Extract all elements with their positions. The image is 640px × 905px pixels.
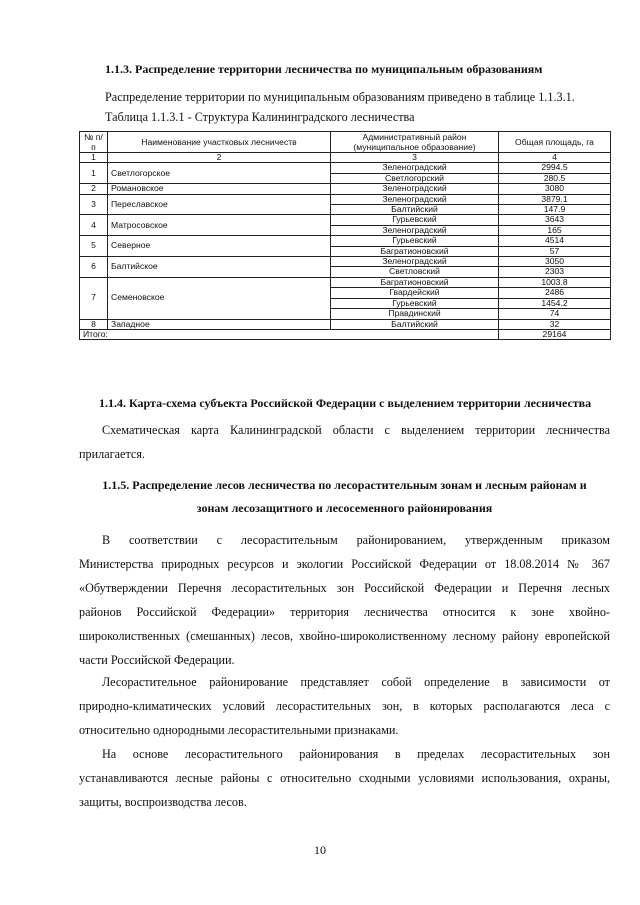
- header-area: Общая площадь, га: [499, 132, 611, 153]
- area-cell: 280.5: [499, 173, 611, 183]
- paragraph-line: Министерства природных ресурсов и экологии Российской Федерации от 18.08.2014 № 367: [79, 557, 610, 571]
- forestry-name: Северное: [108, 236, 331, 257]
- table-body: [80, 132, 611, 340]
- district-cell: Зеленоградский: [331, 225, 499, 235]
- section-heading-1-1-4: 1.1.4. Карта-схема субъекта Российской Федерации с выделением территории лесничества: [99, 396, 592, 410]
- section-text: Распределение территории по муниципальным образованиям приведено в таблице 1.1.3.1.: [105, 90, 575, 104]
- district-cell: Светлогорский: [331, 173, 499, 183]
- area-cell: 3879.1: [499, 194, 611, 204]
- page-number: 10: [314, 843, 326, 857]
- district-cell: Зеленоградский: [331, 194, 499, 204]
- area-cell: 3643: [499, 215, 611, 225]
- area-cell: 3080: [499, 184, 611, 194]
- paragraph-line: Лесорастительное районирование представляет собой определение в зависимости от: [102, 675, 610, 689]
- row-number: 8: [80, 319, 108, 329]
- total-value: 29164: [499, 329, 611, 339]
- forestry-structure-table: [79, 131, 611, 340]
- table-row: [80, 194, 611, 204]
- paragraph-line: природно-климатических условий лесорастительных зон, в которых располагаются леса с: [79, 699, 610, 713]
- col-number: 4: [499, 153, 611, 163]
- col-number: 3: [331, 153, 499, 163]
- table-row: [80, 257, 611, 267]
- header-district: Административный район (муниципальное образование): [331, 132, 499, 153]
- area-cell: 4514: [499, 236, 611, 246]
- total-row: [80, 329, 611, 339]
- col-number: 2: [108, 153, 331, 163]
- table-caption: Таблица 1.1.3.1 - Структура Калининградского лесничества: [105, 110, 415, 124]
- table-row: [80, 236, 611, 246]
- paragraph-line: относительно однородными лесорастительными признаками.: [79, 723, 399, 737]
- row-number: 5: [80, 236, 108, 257]
- col-number: 1: [80, 153, 108, 163]
- paragraph-line: На основе лесорастительного районирования в пределах лесорастительных зон: [102, 747, 610, 761]
- area-cell: 2994.5: [499, 163, 611, 173]
- district-cell: Багратионовский: [331, 277, 499, 287]
- section-heading-1-1-3: 1.1.3. Распределение территории лесничества по муниципальным образованиям: [105, 62, 543, 76]
- forestry-name: Переславское: [108, 194, 331, 215]
- total-label: Итого:: [80, 329, 499, 339]
- district-cell: Балтийский: [331, 205, 499, 215]
- district-cell: Багратионовский: [331, 246, 499, 256]
- forestry-name: Семеновское: [108, 277, 331, 319]
- area-cell: 165: [499, 225, 611, 235]
- row-number: 6: [80, 257, 108, 278]
- paragraph-line: устанавливаются лесные районы с относительно сходными условиями использования, охраны,: [79, 771, 610, 785]
- table-row: [80, 215, 611, 225]
- area-cell: 2303: [499, 267, 611, 277]
- forestry-name: Романовское: [108, 184, 331, 194]
- row-number: 3: [80, 194, 108, 215]
- district-cell: Гурьевский: [331, 298, 499, 308]
- paragraph-line: защиты, воспроизводства лесов.: [79, 795, 247, 809]
- section-114-line-2: прилагается.: [79, 447, 145, 461]
- district-cell: Зеленоградский: [331, 163, 499, 173]
- header-num: № п/п: [80, 132, 108, 153]
- column-number-row: [80, 153, 611, 163]
- area-cell: 147.9: [499, 205, 611, 215]
- table-row: [80, 184, 611, 194]
- area-cell: 2486: [499, 288, 611, 298]
- district-cell: Правдинский: [331, 309, 499, 319]
- table-row: [80, 163, 611, 173]
- area-cell: 57: [499, 246, 611, 256]
- district-cell: Зеленоградский: [331, 257, 499, 267]
- row-number: 4: [80, 215, 108, 236]
- forestry-name: Матросовское: [108, 215, 331, 236]
- row-number: 7: [80, 277, 108, 319]
- forestry-name: Западное: [108, 319, 331, 329]
- row-number: 2: [80, 184, 108, 194]
- district-cell: Светловский: [331, 267, 499, 277]
- row-number: 1: [80, 163, 108, 184]
- section-heading-1-1-5-line-1: 1.1.5. Распределение лесов лесничества по лесорастительным зонам и лесным районам и: [102, 478, 587, 492]
- table-header-row: [80, 132, 611, 153]
- area-cell: 1454.2: [499, 298, 611, 308]
- paragraph-line: «Обутверждении Перечня лесорастительных зон Российской Федерации и Перечня лесных: [79, 581, 610, 595]
- table-row: [80, 319, 611, 329]
- district-cell: Гурьевский: [331, 215, 499, 225]
- area-cell: 1003.8: [499, 277, 611, 287]
- district-cell: Гурьевский: [331, 236, 499, 246]
- area-cell: 74: [499, 309, 611, 319]
- forestry-name: Балтийское: [108, 257, 331, 278]
- area-cell: 32: [499, 319, 611, 329]
- paragraph-line: В соответствии с лесорастительным районированием, утвержденным приказом: [102, 533, 610, 547]
- section-114-line-1: Схематическая карта Калининградской области с выделением территории лесничества: [102, 423, 610, 437]
- district-cell: Гвардейский: [331, 288, 499, 298]
- paragraph-line: широколиственных (смешанных) лесов, хвойно-широколиственному лесному району европейской: [79, 629, 610, 643]
- forestry-name: Светлогорское: [108, 163, 331, 184]
- section-heading-1-1-5-line-2: зонам лесозащитного и лесосеменного районирования: [196, 501, 493, 515]
- table-row: [80, 277, 611, 287]
- district-cell: Балтийский: [331, 319, 499, 329]
- header-name: Наименование участковых лесничеств: [108, 132, 331, 153]
- paragraph-line: части Российской Федерации.: [79, 653, 235, 667]
- district-cell: Зеленоградский: [331, 184, 499, 194]
- paragraph-line: районов Российской Федерации» территория лесничества относится к зоне хвойно-: [79, 605, 610, 619]
- area-cell: 3050: [499, 257, 611, 267]
